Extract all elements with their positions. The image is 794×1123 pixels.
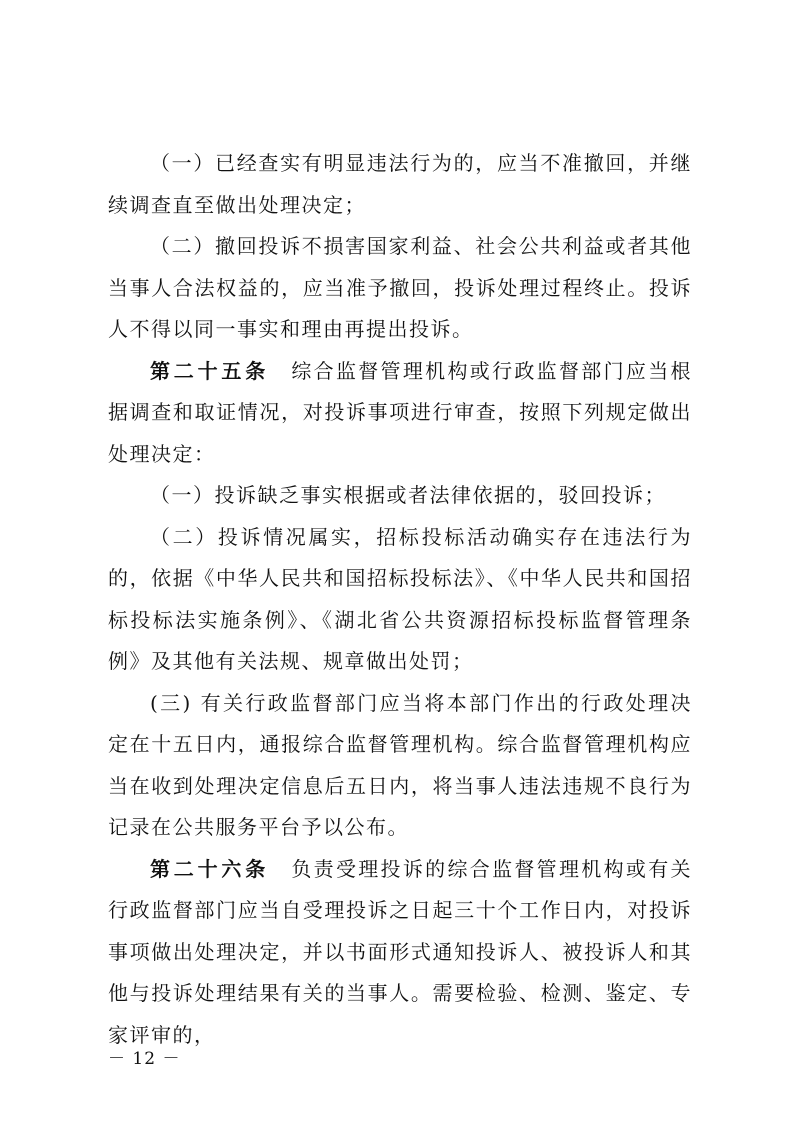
paragraph-text: （二）投诉情况属实，招标投标活动确实存在违法行为的，依据《中华人民共和国招标投标法》、《中华人民共和国招标投标法实施条例》、《湖北省公共资源招标投标监督管理条例》及其他有关法规、规章做出处罚； (108, 524, 692, 673)
paragraph-text: 负责受理投诉的综合监督管理机构或有关行政监督部门应当自受理投诉之日起三十个工作日内，对投诉事项做出处理决定，并以书面形式通知投诉人、被投诉人和其他与投诉处理结果有关的当事人。需要检验、检测、鉴定、专家评审的， (108, 856, 693, 1047)
paragraph (108, 517, 692, 683)
paragraph (108, 475, 692, 517)
paragraph (108, 351, 692, 476)
paragraph (108, 226, 692, 351)
paragraph-text: (三) 有关行政监督部门应当将本部门作出的行政处理决定在十五日内，通报综合监督管理机构。综合监督管理机构应当在收到处理决定信息后五日内，将当事人违法违规不良行为记录在公共服务平台予以公布。 (108, 690, 692, 839)
paragraph (108, 683, 692, 849)
paragraph-text: （二）撤回投诉不损害国家利益、社会公共利益或者其他当事人合法权益的，应当准予撤回，投诉处理过程终止。投诉人不得以同一事实和理由再提出投诉。 (108, 234, 692, 341)
page-number: － 12 － (108, 1049, 181, 1069)
paragraph-text: （一）已经查实有明显违法行为的，应当不准撤回，并继续调查直至做出处理决定； (108, 151, 692, 217)
body-text (108, 143, 692, 1056)
paragraph-text: （一）投诉缺乏事实根据或者法律依据的，驳回投诉； (150, 483, 666, 507)
paragraph-text: 综合监督管理机构或行政监督部门应当根据调查和取证情况，对投诉事项进行审查，按照下列规定做出处理决定： (108, 358, 693, 466)
article-heading: 第二十五条 (150, 358, 270, 383)
paragraph (108, 143, 692, 226)
paragraph (108, 849, 692, 1057)
article-heading: 第二十六条 (150, 856, 270, 881)
